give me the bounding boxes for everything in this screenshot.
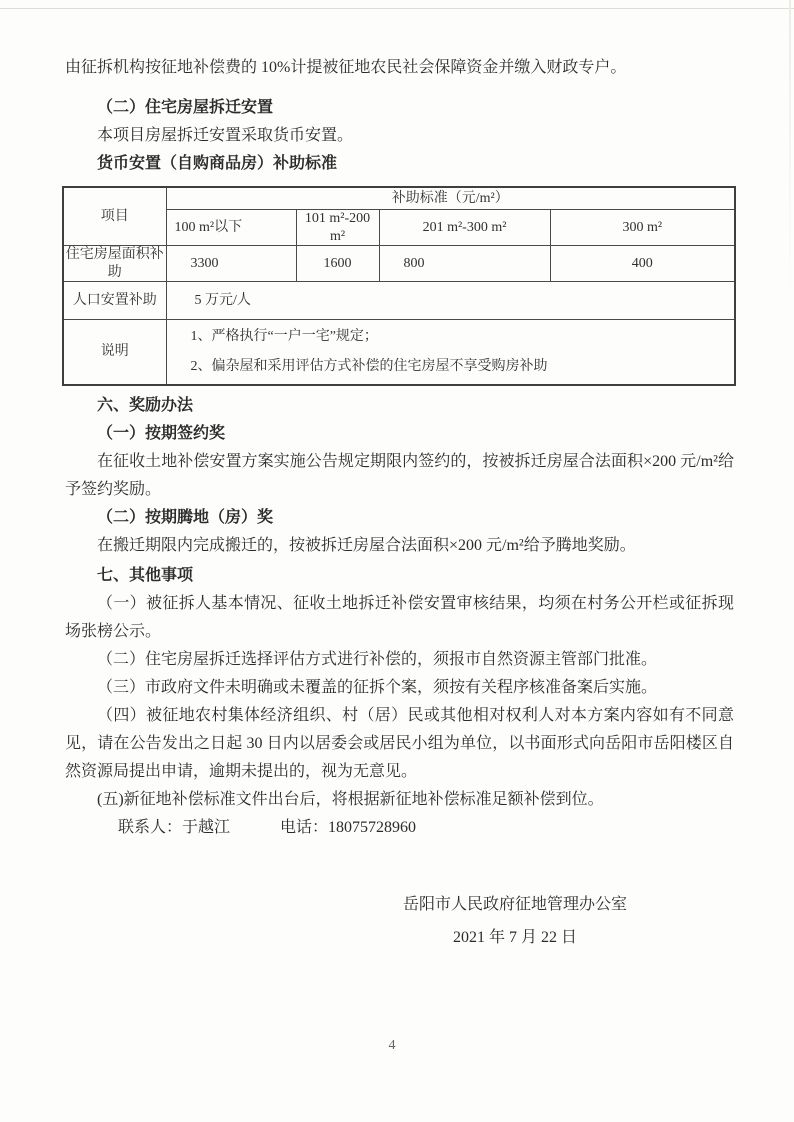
paragraph-social-security-fund: 由征拆机构按征地补偿费的 10%计提被征地农民社会保障资金并缴入财政专户。 — [65, 59, 627, 76]
table-cell-item-header: 项目 — [63, 187, 166, 246]
paragraph-other-item-4: （四）被征地农村集体经济组织、村（居）民或其他相对权利人对本方案内容如有不同意见，请在公告发出之日起 30 日内以居委会或居民小组为单位，以书面形式向岳阳市岳阳楼区自然资源局提出申请，逾期未提出的，视为无意见。 — [65, 707, 734, 780]
paragraph-other-item-5: (五)新征地补偿标准文件出台后，将根据新征地补偿标准足额补偿到位。 — [97, 791, 604, 808]
table-cell-population-value: 5 万元/人 — [166, 282, 735, 320]
contact-phone: 电话：18075728960 — [280, 819, 417, 836]
heading-section6-rewards: 六、奖励办法 — [97, 397, 194, 414]
paragraph-other-item-3: （三）市政府文件未明确或未覆盖的征拆个案，须按有关程序核准备案后实施。 — [97, 679, 658, 696]
paragraph-vacating-reward: 在搬迁期限内完成搬迁的，按被拆迁房屋合法面积×200 元/m²给予腾地奖励。 — [97, 537, 636, 554]
table-cell-notes-label: 说明 — [63, 320, 166, 386]
table-cell-area-value-3: 800 — [379, 246, 550, 282]
table-cell-col-header-under100: 100 m²以下 — [166, 210, 296, 246]
table-row-notes — [63, 320, 735, 386]
table-row-area-subsidy — [63, 246, 735, 282]
paragraph-other-item-1: （一）被征拆人基本情况、征收土地拆迁补偿安置审核结果，均须在村务公开栏或征拆现场张榜公示。 — [65, 595, 734, 640]
subsidy-standard-table — [62, 186, 736, 386]
signature-block — [403, 890, 627, 956]
note-line-2: 2、偏杂屋和采用评估方式补偿的住宅房屋不享受购房补助 — [190, 359, 548, 374]
scan-edge-shade — [789, 0, 791, 300]
table-title: 货币安置（自购商品房）补助标准 — [97, 155, 338, 172]
table-cell-col-header-101-200: 101 m²-200 m² — [296, 210, 379, 246]
heading-section7-other-matters: 七、其他事项 — [97, 567, 194, 584]
table-cell-area-value-2: 1600 — [296, 246, 379, 282]
paragraph-signing-reward: 在征收土地补偿安置方案实施公告规定期限内签约的，按被拆迁房屋合法面积×200 元/m²给予签约奖励。 — [65, 453, 734, 498]
table-cell-population-label: 人口安置补助 — [63, 282, 166, 320]
table-row-population-subsidy — [63, 282, 735, 320]
table-row-group-header — [63, 187, 735, 210]
table-cell-area-label: 住宅房屋面积补助 — [63, 246, 166, 282]
table-cell-notes-content — [166, 320, 735, 386]
contact-person: 联系人：于越江 — [118, 819, 231, 836]
table-cell-area-value-4: 400 — [550, 246, 735, 282]
signature-office: 岳阳市人民政府征地管理办公室 — [402, 896, 627, 913]
paragraph-monetary-resettlement: 本项目房屋拆迁安置采取货币安置。 — [97, 127, 354, 144]
contact-line — [118, 814, 734, 842]
heading-on-time-signing-reward: （一）按期签约奖 — [97, 425, 226, 442]
table-cell-standard-header: 补助标准（元/m²） — [166, 187, 735, 210]
page-number: 4 — [388, 1038, 396, 1053]
table-cell-area-value-1: 3300 — [166, 246, 296, 282]
signature-date: 2021 年 7 月 22 日 — [452, 929, 577, 946]
note-line-1: 1、严格执行“一户一宅”规定； — [190, 329, 378, 344]
scan-edge-line — [0, 8, 794, 9]
paragraph-other-item-2: （二）住宅房屋拆迁选择评估方式进行补偿的，须报市自然资源主管部门批准。 — [97, 651, 658, 668]
table-cell-col-header-201-300: 201 m²-300 m² — [379, 210, 550, 246]
table-cell-col-header-300: 300 m² — [550, 210, 735, 246]
heading-on-time-vacating-reward: （二）按期腾地（房）奖 — [97, 509, 274, 526]
heading-residential-relocation: （二）住宅房屋拆迁安置 — [97, 99, 274, 116]
